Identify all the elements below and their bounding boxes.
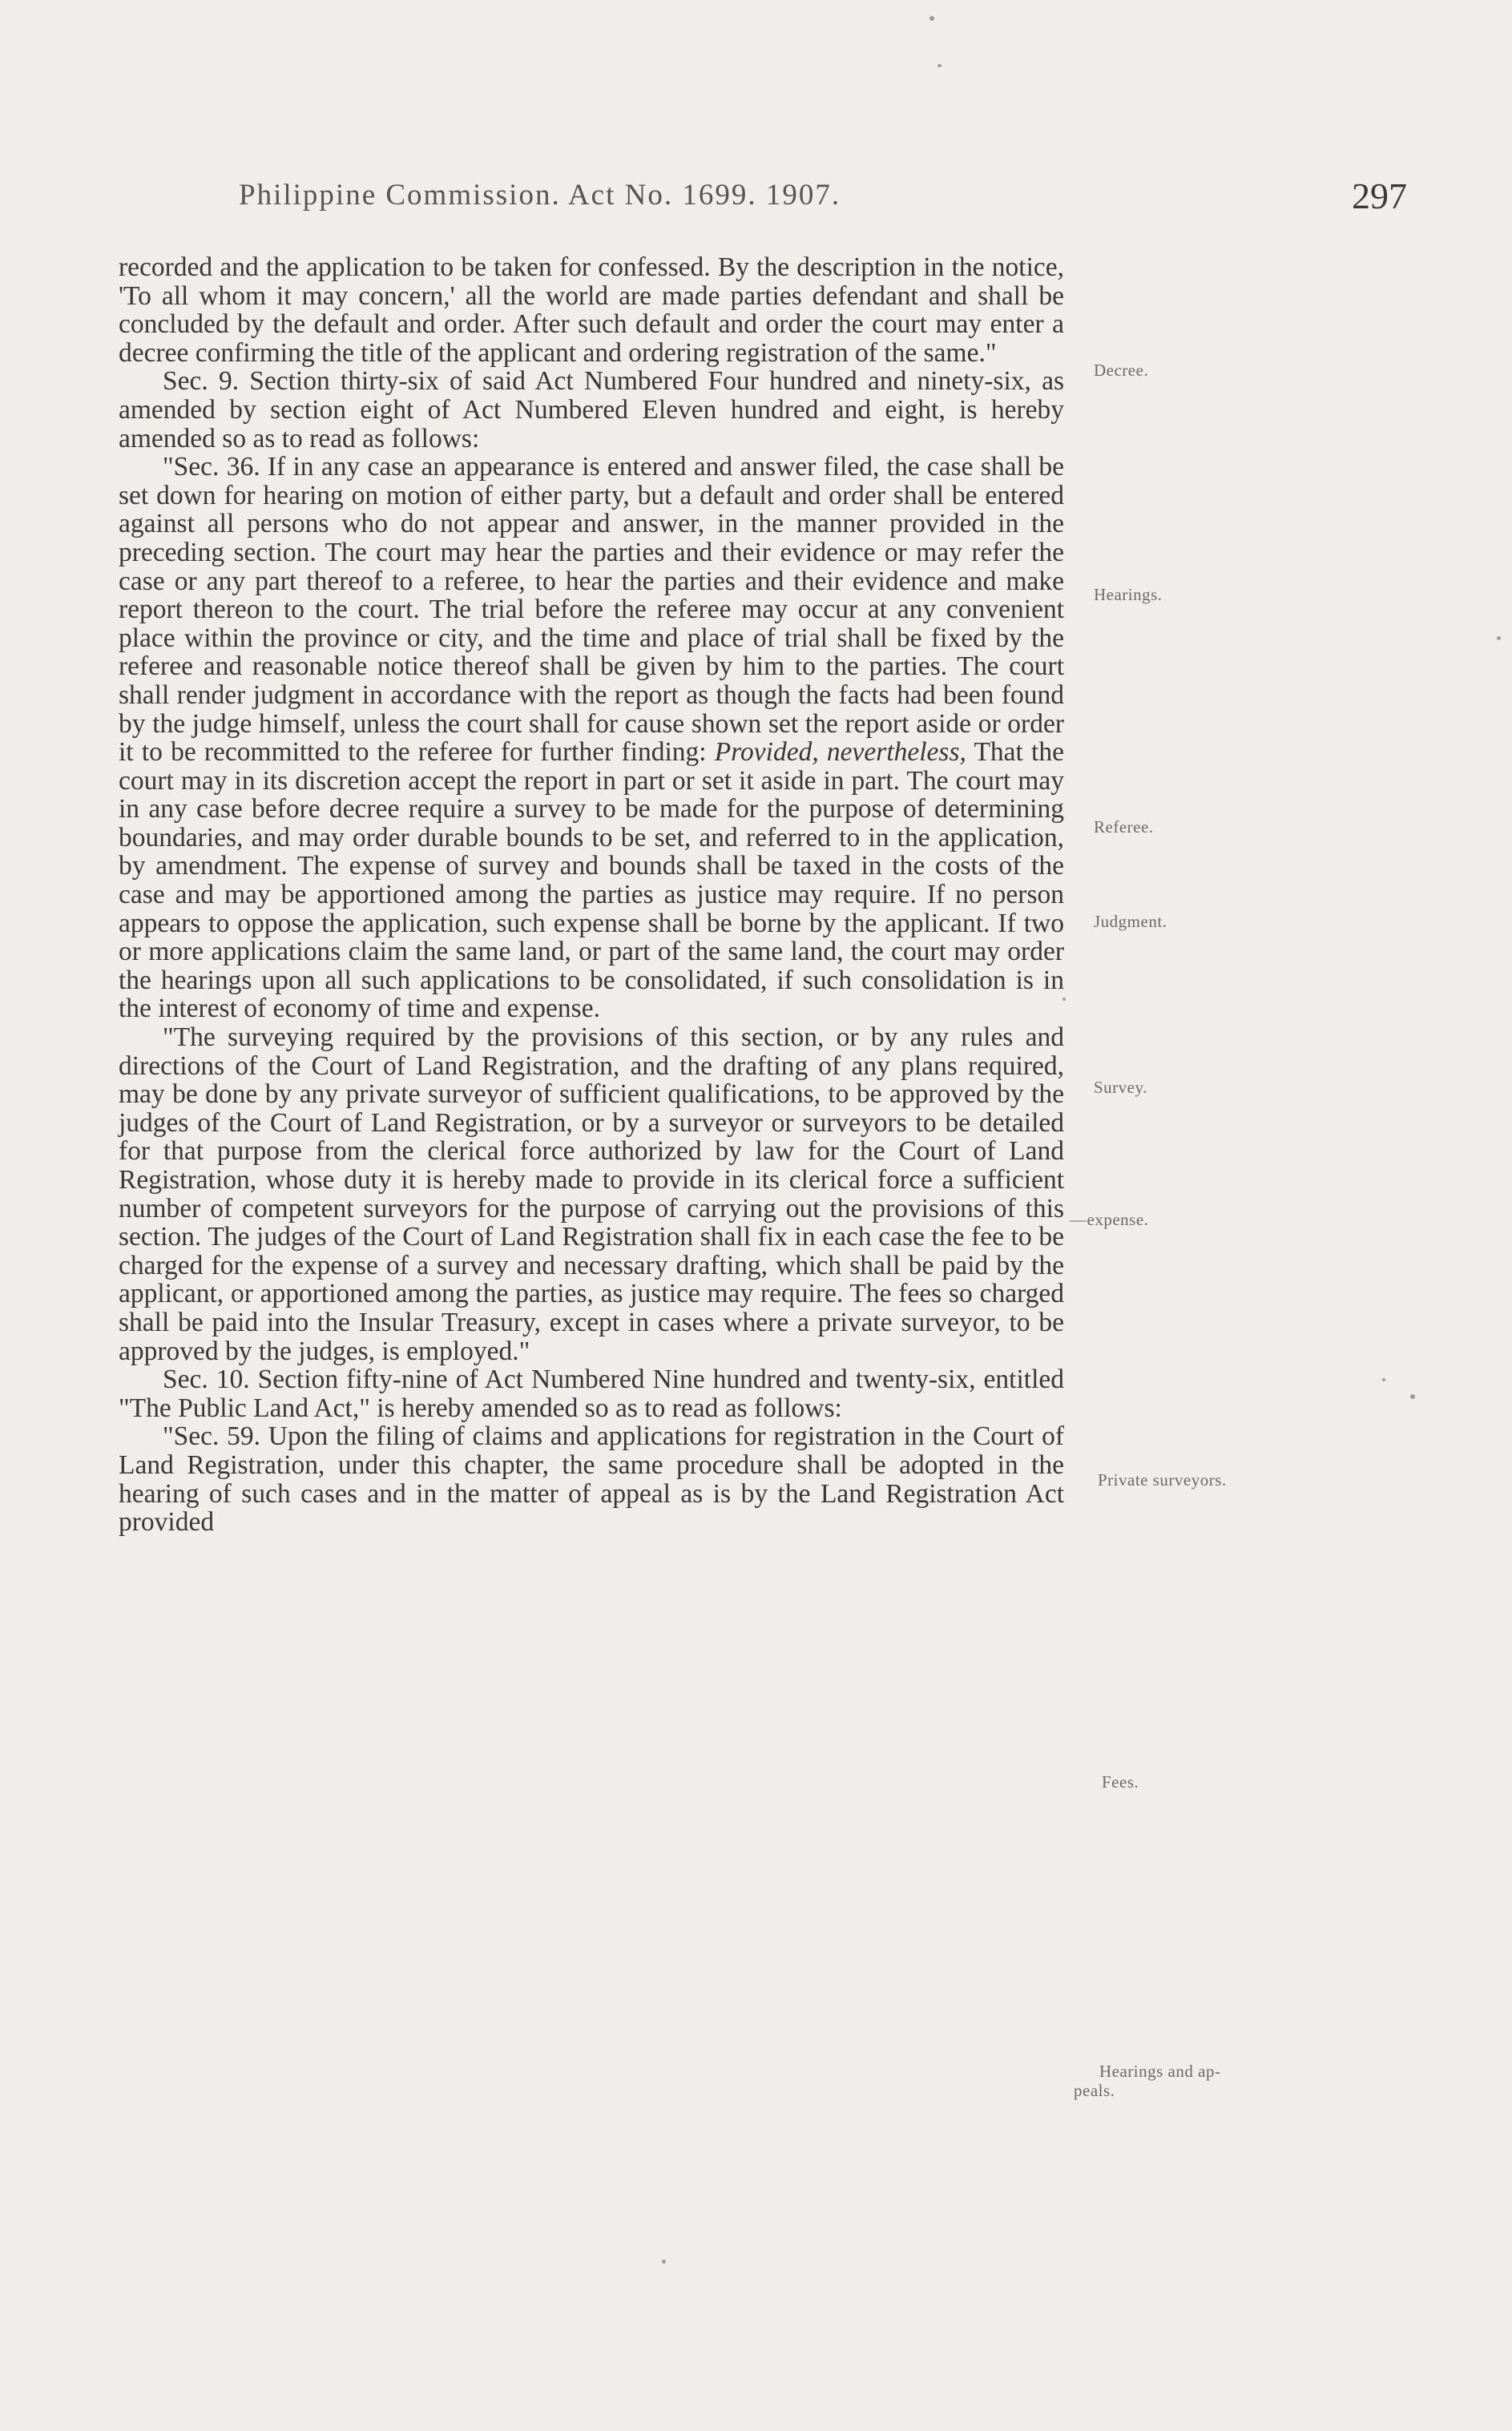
margin-note-decree: Decree.	[1094, 361, 1149, 380]
margin-note-hearings-appeals-1: Hearings and ap-	[1099, 2062, 1221, 2081]
margin-note-fees: Fees.	[1102, 1772, 1139, 1792]
running-head: Philippine Commission. Act No. 1699. 1907.	[239, 179, 841, 212]
paragraph-continuation: recorded and the application to be taken for confessed. By the description in the notice, 'To all whom it may concern,' all the world are made parties defendant and shall be concluded by the default and order. After such default and order the court may enter a decree confirming the title of the applicant and ordering registration of the same."	[119, 252, 1064, 368]
paper-speck	[937, 64, 941, 67]
paper-speck	[929, 16, 934, 21]
paragraph-sec-36	[119, 453, 1064, 1023]
paper-speck	[662, 2260, 666, 2264]
paper-speck	[1062, 998, 1066, 1001]
page-number: 297	[1352, 175, 1407, 216]
margin-note-referee: Referee.	[1094, 817, 1154, 837]
paragraph-surveying: "The surveying required by the provisions of this section, or by any rules and directions of the Court of Land Registration, and the drafting of any plans required, may be done by any private surveyor of sufficient qualifications, to be approved by the judges of the Court of Land Registration, or by a surveyor or surveyors to be detailed for that purpose from the clerical force authorized by law for the Court of Land Registration, whose duty it is hereby made to provide in its clerical force a sufficient number of competent surveyors for the purpose of carrying out the provisions of this section. The judges of the Court of Land Registration shall fix in each case the fee to be charged for the expense of a survey and necessary drafting, which shall be paid by the applicant, or apportioned among the parties, as justice may require. The fees so charged shall be paid into the Insular Treasury, except in cases where a private surveyor, to be approved by the judges, is employed."	[119, 1022, 1064, 1366]
paragraph-sec-9: Sec. 9. Section thirty-six of said Act Numbered Four hundred and ninety-six, as amended by section eight of Act Numbered Eleven hundred and eight, is hereby amended so as to read as follows:	[119, 366, 1064, 454]
paper-speck	[1382, 1378, 1385, 1381]
paper-speck	[1410, 1394, 1415, 1399]
margin-note-survey: Survey.	[1094, 1078, 1147, 1097]
paper-speck	[1497, 636, 1501, 640]
sec-36-proviso-text: That the court may in its discretion accept the report in part or set it aside in part. The court may in any case before decree require a survey to be made for the purpose of determining boundaries, and may order durable bounds to be set, and referred to in the application, by amendment. The expense of survey and bounds shall be taxed in the costs of the case and may be apportioned among the parties as justice may require. If no person appears to oppose the application, such expense shall be borne by the applicant. If two or more applications claim the same land, or part of the same land, the court may order the hearings upon all such applications to be consolidated, if such consolidation is in the interest of economy of time and expense.	[119, 737, 1064, 1024]
margin-note-private-surveyors: Private surveyors.	[1098, 1470, 1227, 1490]
body-text	[119, 253, 1064, 1537]
paragraph-sec-59: "Sec. 59. Upon the filing of claims and applications for registration in the Court of Land Registration, under this chapter, the same procedure shall be adopted in the hearing of such cases and in the matter of appeal as is by the Land Registration Act provided	[119, 1421, 1064, 1538]
margin-note-hearings: Hearings.	[1094, 585, 1163, 604]
proviso-italic: Provided, nevertheless,	[714, 737, 966, 768]
margin-note-expense: —expense.	[1070, 1210, 1149, 1229]
margin-note-hearings-appeals-2: peals.	[1074, 2081, 1115, 2100]
sec-36-text: "Sec. 36. If in any case an appearance is entered and answer filed, the case shall be set down for hearing on motion of either party, but a default and order shall be entered against all persons who do not appear and answer, in the manner provided in the preceding section. The court may hear the parties and their evidence or may refer the case or any part thereof to a referee, to hear the parties and their evidence and make report thereon to the court. The trial before the referee may occur at any convenient place within the province or city, and the time and place of trial shall be fixed by the referee and reasonable notice thereof shall be given by him to the parties. The court shall render judgment in accordance with the report as though the facts had been found by the judge himself, unless the court shall for cause shown set the report aside or order it to be recommitted to the referee for further finding:	[119, 452, 1064, 768]
paragraph-sec-10: Sec. 10. Section fifty-nine of Act Numbered Nine hundred and twenty-six, entitled "The Public Land Act," is hereby amended so as to read as follows:	[119, 1365, 1064, 1423]
margin-note-judgment: Judgment.	[1094, 912, 1167, 931]
page-header	[0, 175, 1512, 226]
